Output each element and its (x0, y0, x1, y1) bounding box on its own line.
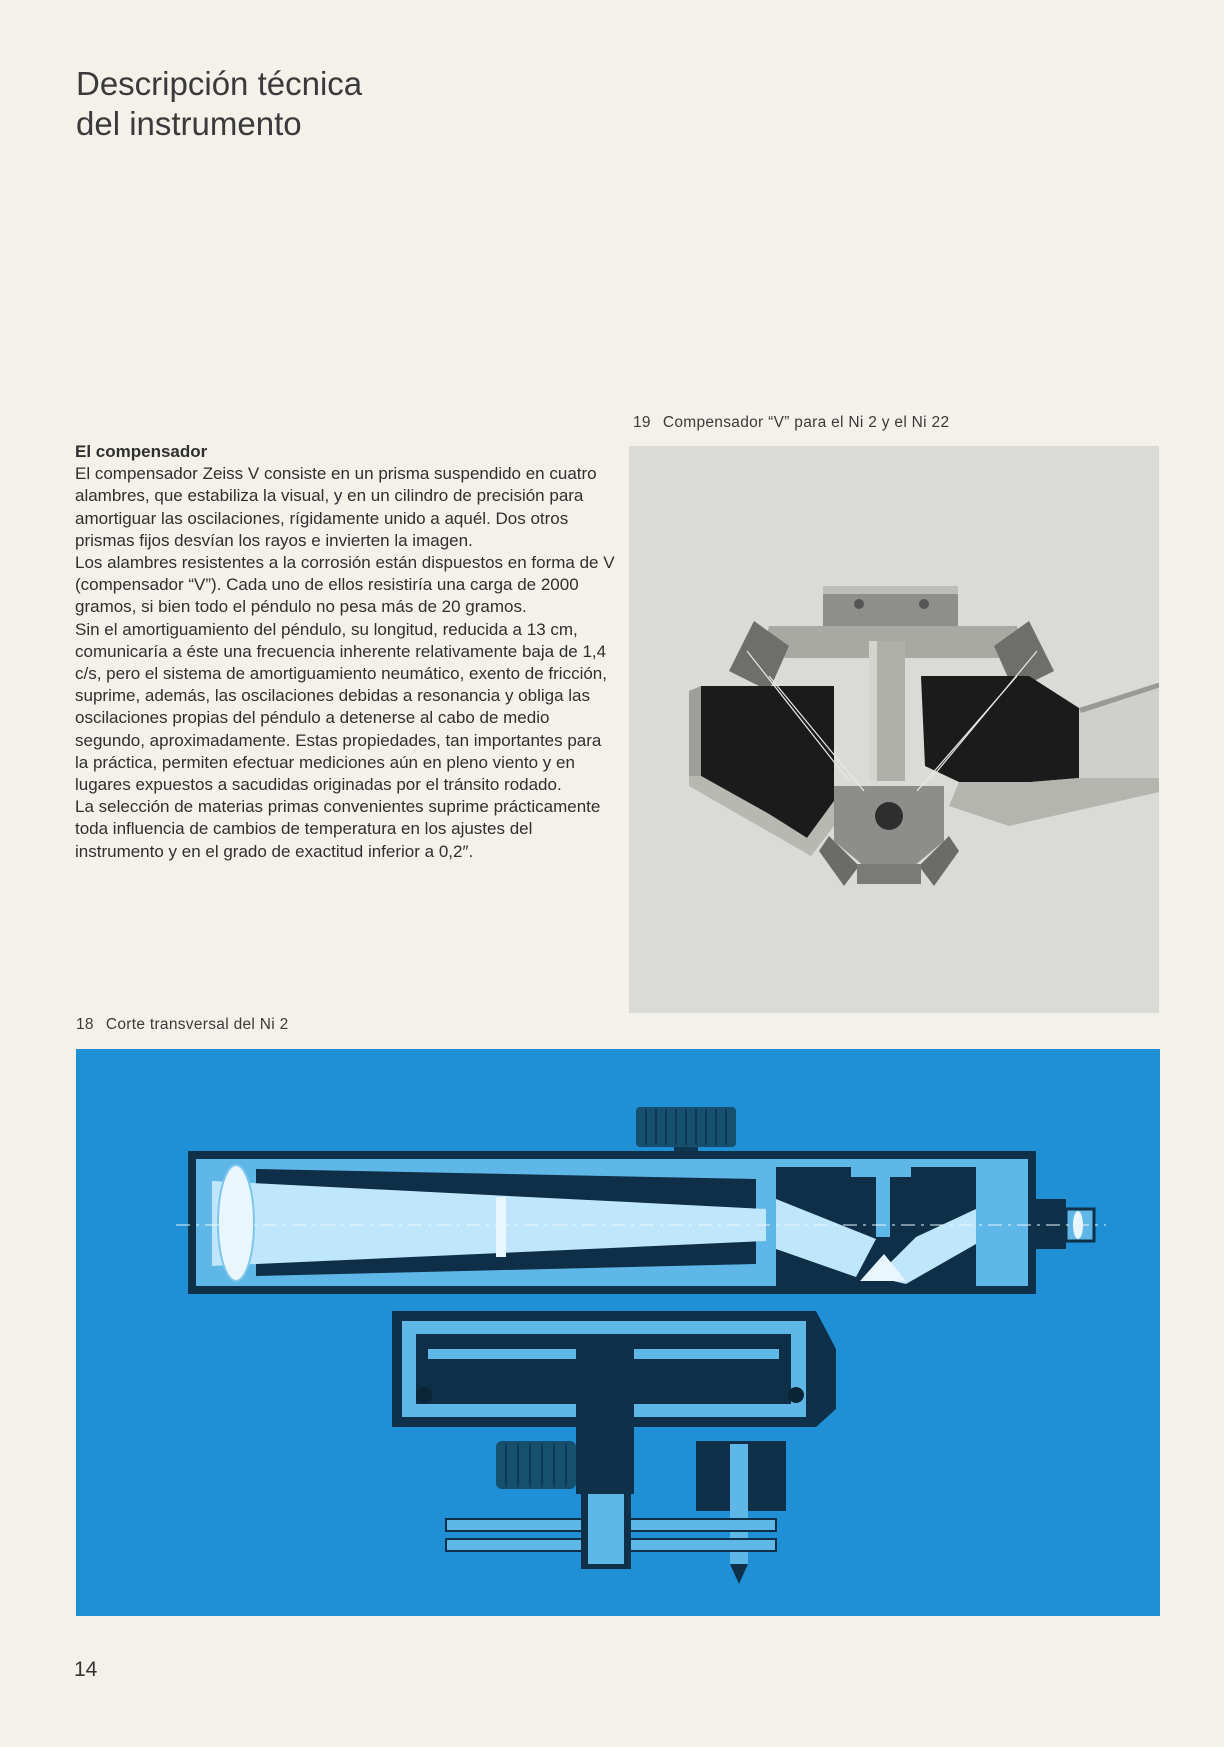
paragraph-3: Sin el amortiguamiento del péndulo, su longitud, reducida a 13 cm, comunicaría a éste una frecuencia inherente relativamente baja de 1,4 c/s, pero el sistema de amortiguamiento neumático, exento de fricción, suprime, además, las oscilaciones debidas a resonancia y obliga las oscilaciones propias del péndulo a detenerse al cabo de medio segundo, aproximadamente. Estas propiedades, tan importantes para la práctica, permiten efectuar mediciones aún en pleno viento y en lugares expuestos a sacudidas originadas por el tránsito rodado. (75, 619, 607, 795)
figure-18-caption-text: Corte transversal del Ni 2 (105, 1016, 289, 1033)
figure-19-caption-text: Compensador “V” para el Ni 2 y el Ni 22 (662, 414, 950, 431)
cross-section-diagram (76, 1049, 1160, 1616)
figure-19-number: 19 (633, 414, 651, 431)
paragraph-4: La selección de materias primas convenientes suprime prácticamente toda influencia de cambios de temperatura en los ajustes del instrumento y en el grado de exactitud inferior a 0,2″. (75, 797, 601, 861)
section-heading: El compensador (75, 442, 208, 461)
page-title-line-2: del instrumento (76, 105, 302, 142)
page-title-line-1: Descripción técnica (76, 65, 363, 102)
level-cross-section-illustration (76, 1049, 1160, 1616)
page-title (76, 64, 362, 144)
paragraph-2: Los alambres resistentes a la corrosión están dispuestos en forma de V (compensador “V”). Cada uno de ellos resistiría una carga de 2000 gramos, si bien todo el péndulo no pesa más de 20 gramos. (75, 553, 615, 617)
figure-19-caption (633, 414, 949, 432)
paragraph-1: El compensador Zeiss V consiste en un prisma suspendido en cuatro alambres, que estabiliza la visual, y en un cilindro de precisión para amortiguar las oscilaciones, rígidamente unido a aquél. Dos otros prismas fijos desvían los rayos e invierten la imagen. (75, 464, 597, 550)
figure-18-caption (76, 1016, 289, 1034)
compensator-photo (629, 446, 1159, 1013)
page-number: 14 (74, 1658, 98, 1681)
compensator-illustration (629, 446, 1159, 1013)
compensator-text (75, 441, 615, 863)
figure-18-number: 18 (76, 1016, 94, 1033)
